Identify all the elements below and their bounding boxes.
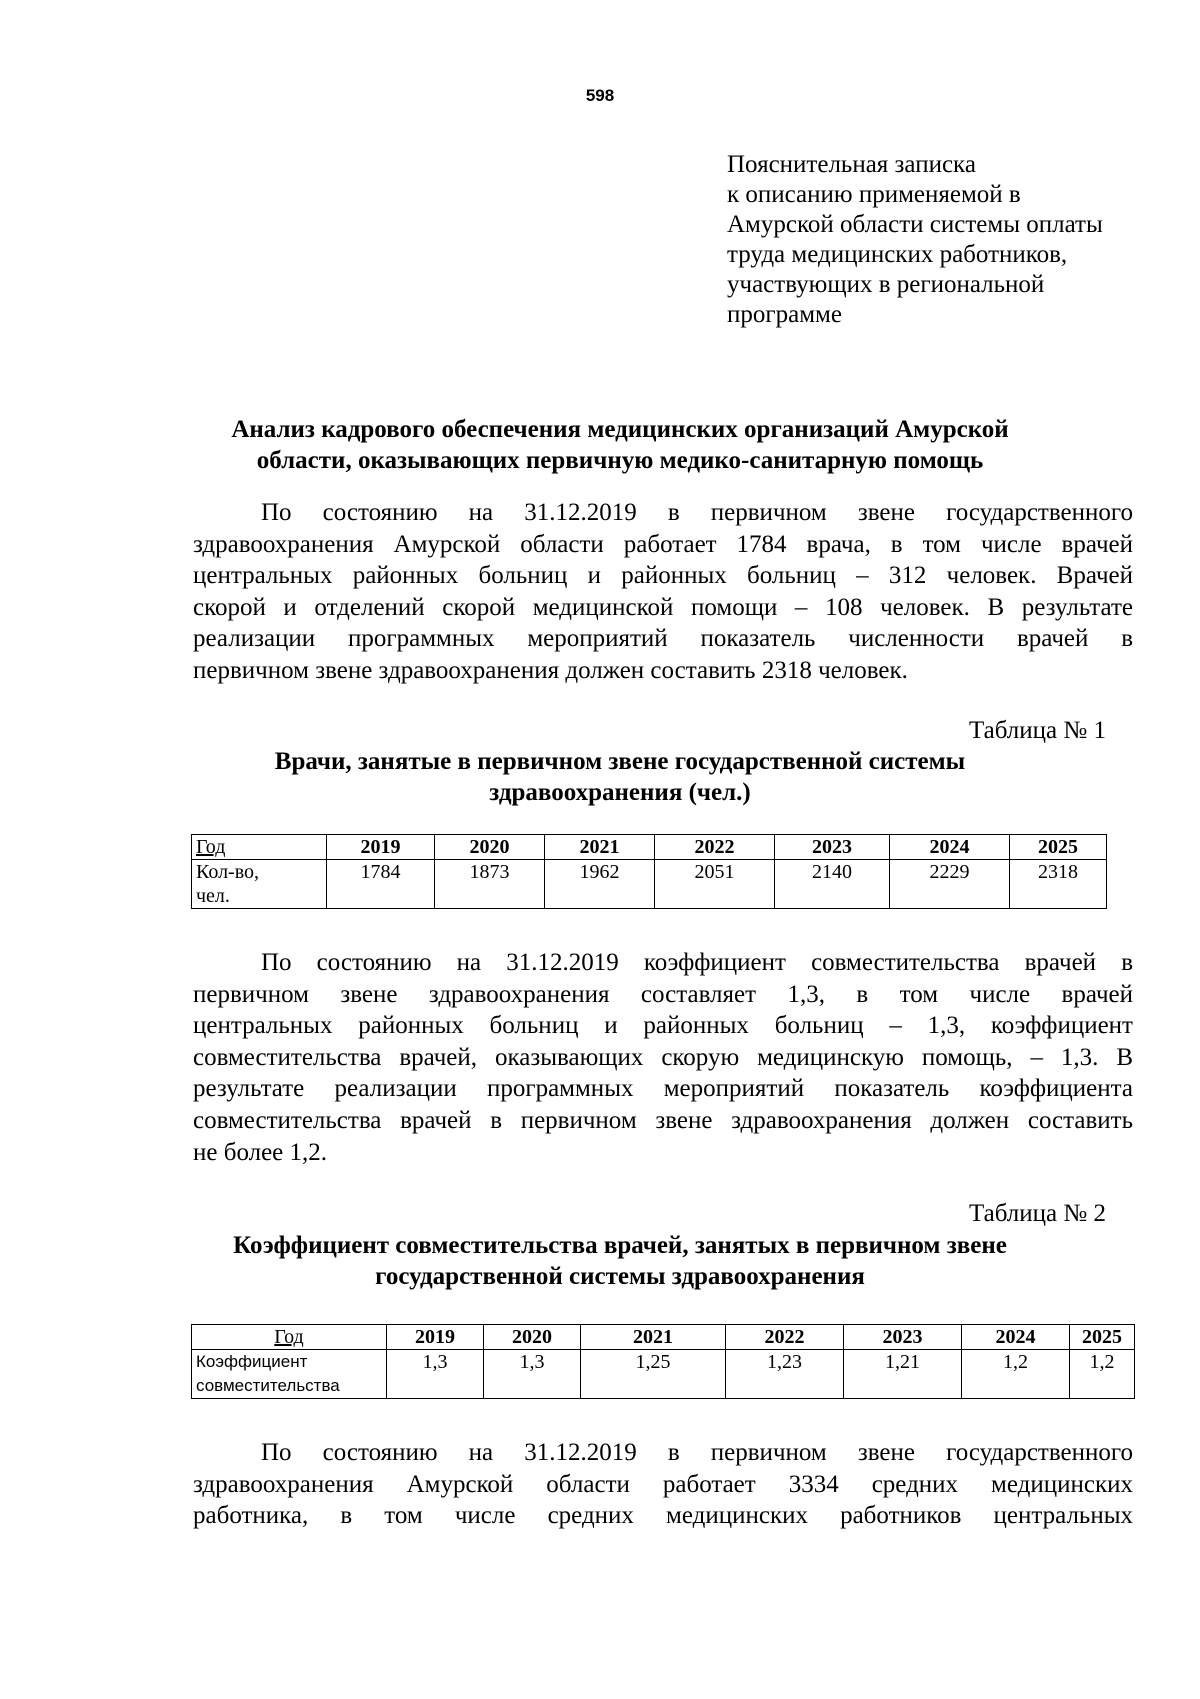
table-header-row: [192, 1325, 1135, 1350]
year-cell: 2023: [775, 835, 890, 860]
year-cell: 2024: [962, 1325, 1070, 1350]
table2-combination-ratio: [191, 1324, 1135, 1399]
paragraph-line: не более 1,2.: [193, 1138, 328, 1166]
note-line: труда медицинских работников,: [727, 241, 1068, 268]
table2-label: Таблица № 2: [968, 1200, 1106, 1227]
paragraph-line: первичном звене здравоохранения должен составить 2318 человек.: [193, 656, 908, 684]
note-line: к описанию применяемой в: [727, 181, 1021, 208]
heading-line: Врачи, занятые в первичном звене государственной системы: [274, 748, 966, 775]
year-cell: 2024: [890, 835, 1010, 860]
note-line: участвующих в региональной: [727, 271, 1045, 298]
year-cell: 2023: [844, 1325, 962, 1350]
explanatory-note-title: [727, 150, 1167, 330]
year-cell: 2022: [655, 835, 775, 860]
value-cell: 1,23: [726, 1350, 844, 1399]
value-cell: 1784: [327, 860, 435, 909]
value-cell: 1,3: [484, 1350, 581, 1399]
value-cell: 2051: [655, 860, 775, 909]
value-cell: 1,25: [581, 1350, 726, 1399]
value-cell: 2140: [775, 860, 890, 909]
value-cell: 1,2: [1070, 1350, 1135, 1399]
main-heading: [190, 414, 1050, 476]
value-cell: 1,3: [387, 1350, 484, 1399]
heading-line: государственной системы здравоохранения: [375, 1263, 865, 1290]
row-label-line: Коэффициент: [196, 1352, 308, 1371]
heading-line: Коэффициент совместительства врачей, занятых в первичном звене: [233, 1232, 1007, 1259]
table-header-cell: Год: [192, 835, 327, 860]
paragraph-line: реализации программных мероприятий показатель численности врачей в: [193, 625, 1133, 653]
paragraph-line: здравоохранения Амурской области работает 1784 врача, в том числе врачей: [193, 530, 1133, 558]
year-cell: 2020: [435, 835, 545, 860]
year-cell: 2025: [1010, 835, 1107, 860]
year-cell: 2020: [484, 1325, 581, 1350]
value-cell: 1,2: [962, 1350, 1070, 1399]
row-label-cell: [192, 1350, 387, 1399]
table-row: [192, 1350, 1135, 1399]
row-label-cell: [192, 860, 327, 909]
table1-label: Таблица № 1: [968, 717, 1106, 744]
paragraph-line: работника, в том числе средних медицинских работников центральных: [193, 1502, 1133, 1530]
paragraph-nurses-count: [193, 1437, 1133, 1532]
value-cell: 1,21: [844, 1350, 962, 1399]
paragraph-line: результате реализации программных мероприятий показатель коэффициента: [193, 1075, 1133, 1103]
paragraph-line: совместительства врачей в первичном звене здравоохранения должен составить: [193, 1106, 1133, 1134]
paragraph-line: По состоянию на 31.12.2019 в первичном звене государственного: [261, 1439, 1133, 1466]
row-label-line: совместительства: [196, 1376, 340, 1395]
table-header-row: [192, 835, 1107, 860]
paragraph-doctors-count: [193, 497, 1133, 687]
paragraph-line: совместительства врачей, оказывающих скорую медицинскую помощь, – 1,3. В: [193, 1043, 1133, 1071]
paragraph-line: центральных районных больниц и районных больниц – 312 человек. Врачей: [193, 562, 1133, 590]
year-cell: 2019: [387, 1325, 484, 1350]
year-cell: 2025: [1070, 1325, 1135, 1350]
table2-title: [190, 1230, 1050, 1292]
paragraph-line: скорой и отделений скорой медицинской помощи – 108 человек. В результате: [193, 593, 1133, 621]
value-cell: 2229: [890, 860, 1010, 909]
heading-line: Анализ кадрового обеспечения медицинских организаций Амурской: [231, 416, 1009, 443]
paragraph-line: По состоянию на 31.12.2019 в первичном звене государственного: [261, 499, 1133, 526]
value-cell: 1873: [435, 860, 545, 909]
year-cell: 2019: [327, 835, 435, 860]
value-cell: 1962: [545, 860, 655, 909]
paragraph-line: первичном звене здравоохранения составляет 1,3, в том числе врачей: [193, 980, 1133, 1008]
row-label-line: чел.: [196, 885, 230, 907]
paragraph-combination-ratio: [193, 947, 1133, 1168]
paragraph-line: здравоохранения Амурской области работает 3334 средних медицинских: [193, 1470, 1133, 1498]
table1-doctors: [191, 834, 1107, 909]
paragraph-line: центральных районных больниц и районных больниц – 1,3, коэффициент: [193, 1012, 1133, 1040]
note-line: Амурской области системы оплаты: [727, 211, 1103, 238]
page-number: 598: [585, 86, 615, 105]
heading-line: области, оказывающих первичную медико-санитарную помощь: [256, 447, 984, 474]
note-line: Пояснительная записка: [727, 151, 976, 178]
year-cell: 2021: [545, 835, 655, 860]
value-cell: 2318: [1010, 860, 1107, 909]
note-line: программе: [727, 301, 842, 328]
year-cell: 2021: [581, 1325, 726, 1350]
paragraph-line: По состоянию на 31.12.2019 коэффициент совместительства врачей в: [261, 949, 1133, 976]
table1-title: [190, 746, 1050, 808]
heading-line: здравоохранения (чел.): [489, 779, 751, 806]
year-cell: 2022: [726, 1325, 844, 1350]
table-header-cell: Год: [192, 1325, 387, 1350]
row-label-line: Кол-во,: [196, 861, 260, 883]
table-row: [192, 860, 1107, 909]
